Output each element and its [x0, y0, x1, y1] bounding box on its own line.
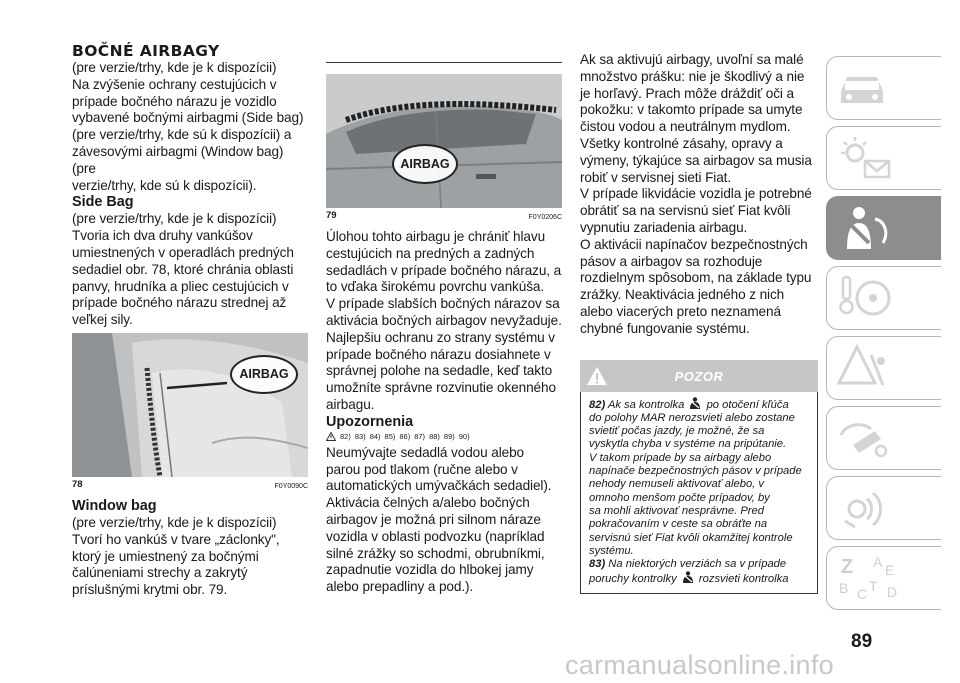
airbag-label-badge: AIRBAG: [230, 355, 298, 394]
index-letters-icon: [835, 551, 905, 607]
column-1: [72, 40, 308, 599]
seat-illustration: [72, 333, 308, 477]
figure-79-caption: 79 F0Y0206C: [326, 210, 562, 221]
multimedia-icon: [835, 481, 895, 535]
column-2: [326, 74, 562, 596]
side-bag-heading: Side Bag: [72, 194, 134, 211]
column-2-rule: [326, 62, 562, 63]
figure-79-window-airbag: [326, 74, 562, 208]
window-bag-heading: Window bag: [72, 497, 157, 514]
window-bag-function-paragraph: Úlohou tohto airbagu je chrániť hlavu cestujúcich na predných a zadných sedadlách v prípade bočného nárazu, a to vďaka širokému povrchu vankúša. V prípade slabších bočných nárazov sa aktivácia bočných airbagov nevyžaduje. Najlepšiu ochranu zo strany systému v prípade bočného nárazu dosiahnete v správnej polohe na sedadle, keď takto umožníte správne rozvinutie okenného airbagu.: [326, 229, 562, 412]
svg-text:C: C: [857, 586, 868, 602]
powder-paragraph: Ak sa aktivujú airbagy, uvoľní sa malé množstvo prášku: nie je škodlivý a nie je horľavý. Prach môže dráždiť oči a pokožku: v takomto prípade sa umyte čistou vodou a neutrálnym mydlom. Všetky kontrolné zásahy, opravy a výmeny, týkajúce sa airbagov sa musia robiť v servisnej sieti Fiat. V prípade likvidácie vozidla je potrebné obrátiť sa na servisnú sieť Fiat kvôli vypnutiu zariadenia airbagu. O aktivácii napínačov bezpečnostných pásov a airbagov sa rozhoduje rozdielnym spôsobom, na základe typu zrážky. Neaktivácia jedného z nich alebo viacerých preto neznamená chybné fungovanie systému.: [580, 52, 812, 336]
upozornenia-heading: Upozornenia: [326, 413, 414, 430]
svg-text:D: D: [887, 584, 898, 600]
figure-78-seat-airbag: [72, 333, 308, 477]
tab-emergency-road[interactable]: [826, 336, 941, 400]
car-illustration: [326, 74, 562, 208]
warning-triangle-icon: [326, 432, 336, 441]
tab-multimedia[interactable]: [826, 476, 941, 540]
seatbelt-warning-icon: [687, 397, 703, 409]
intro-paragraph: (pre verzie/trhy, kde je k dispozícii) Na zvýšenie ochrany cestujúcich v prípade bočného nárazu je vozidlo vybavené bočnými airbagmi (Side bag) (pre verzie/trhy, kde sú k dispozícii) a závesovými airbagmi (Window bag) (pre verzie/trhy, kde sú k dispozícii).: [72, 60, 304, 193]
tab-warning-lights[interactable]: [826, 126, 941, 190]
svg-text:E: E: [885, 562, 895, 578]
svg-text:A: A: [873, 554, 883, 570]
section-title: BOČNÉ AIRBAGY: [72, 42, 220, 60]
warning-box-header: [580, 360, 818, 392]
warning-ref-82: 82): [589, 398, 606, 411]
emergency-road-icon: [835, 341, 895, 395]
column-3: [580, 52, 816, 594]
warning-ref-83: 83): [589, 558, 606, 571]
warning-box-body: 82) Ak sa kontrolka po otočení kľúča do polohy MAR nerozsvieti alebo zostane svietiť počas jazdy, je možné, že sa vyskytla chyba v systéme na pripútanie. V takom prípade by sa airbagy alebo napínače bezpečnostných pásov v prípade nehody nemuseli aktivovať alebo, v omnoho menšom počte prípadov, by sa mohli aktivovať nesprávne. Pred pokračovaním v ceste sa obráťte na servisnú sieť Fiat kvôli okamžitej kontrole systému. 83) Na niektorých verziách sa v prípade poruchy kontrolky rozsvieti kontrolka: [580, 392, 818, 594]
warning-lights-icon: [835, 131, 895, 185]
airbag-label-badge: AIRBAG: [392, 144, 458, 184]
cleaning-paragraph: Neumývajte sedadlá vodou alebo parou pod tlakom (ručne alebo v automatických umývačkách sedadiel). Aktivácia čelných a/alebo bočných airbagov je možná pri silnom náraze vozidla v oblasti podvozku (napríklad silné zrážky so schodmi, obrubníkmi, zapadnutie vozidla do hlbokej jamy alebo prepadliny a pod.).: [326, 444, 552, 595]
seatbelt-warning-icon: [680, 571, 696, 583]
warning-references: 82) 83) 84) 85) 86) 87) 88) 89) 90): [326, 432, 562, 442]
key-steering-icon: [835, 271, 895, 325]
car-dashboard-icon: [835, 61, 895, 115]
tab-service-wrench[interactable]: [826, 406, 941, 470]
warning-title: POZOR: [674, 368, 724, 384]
tab-seatbelt-airbag[interactable]: [826, 196, 941, 260]
tab-car-dashboard[interactable]: [826, 56, 941, 120]
svg-text:Z: Z: [841, 556, 854, 578]
tab-key-steering[interactable]: [826, 266, 941, 330]
window-bag-paragraph: (pre verzie/trhy, kde je k dispozícii) Tvorí ho vankúš v tvare „záclonky", ktorý je umiestnený za bočnými čalúneniami strechy a zakrytý príslušnými krytmi obr. 79.: [72, 514, 280, 598]
service-wrench-icon: [835, 411, 895, 465]
figure-78-caption: 78 F0Y0090C: [72, 478, 308, 490]
side-bag-paragraph: (pre verzie/trhy, kde je k dispozícii) Tvoria ich dva druhy vankúšov umiestnených v operadlách predných sedadiel obr. 78, ktoré chránia oblasti panvy, hrudníka a pliec cestujúcich v prípade bočného nárazu strednej až veľkej sily.: [72, 211, 294, 328]
watermark: carmanualsonline.info: [565, 650, 834, 680]
page-number: 89: [851, 631, 873, 652]
svg-text:T: T: [869, 578, 878, 594]
seatbelt-airbag-icon: [835, 201, 895, 255]
svg-text:B: B: [839, 580, 849, 596]
tab-index[interactable]: [826, 546, 941, 610]
